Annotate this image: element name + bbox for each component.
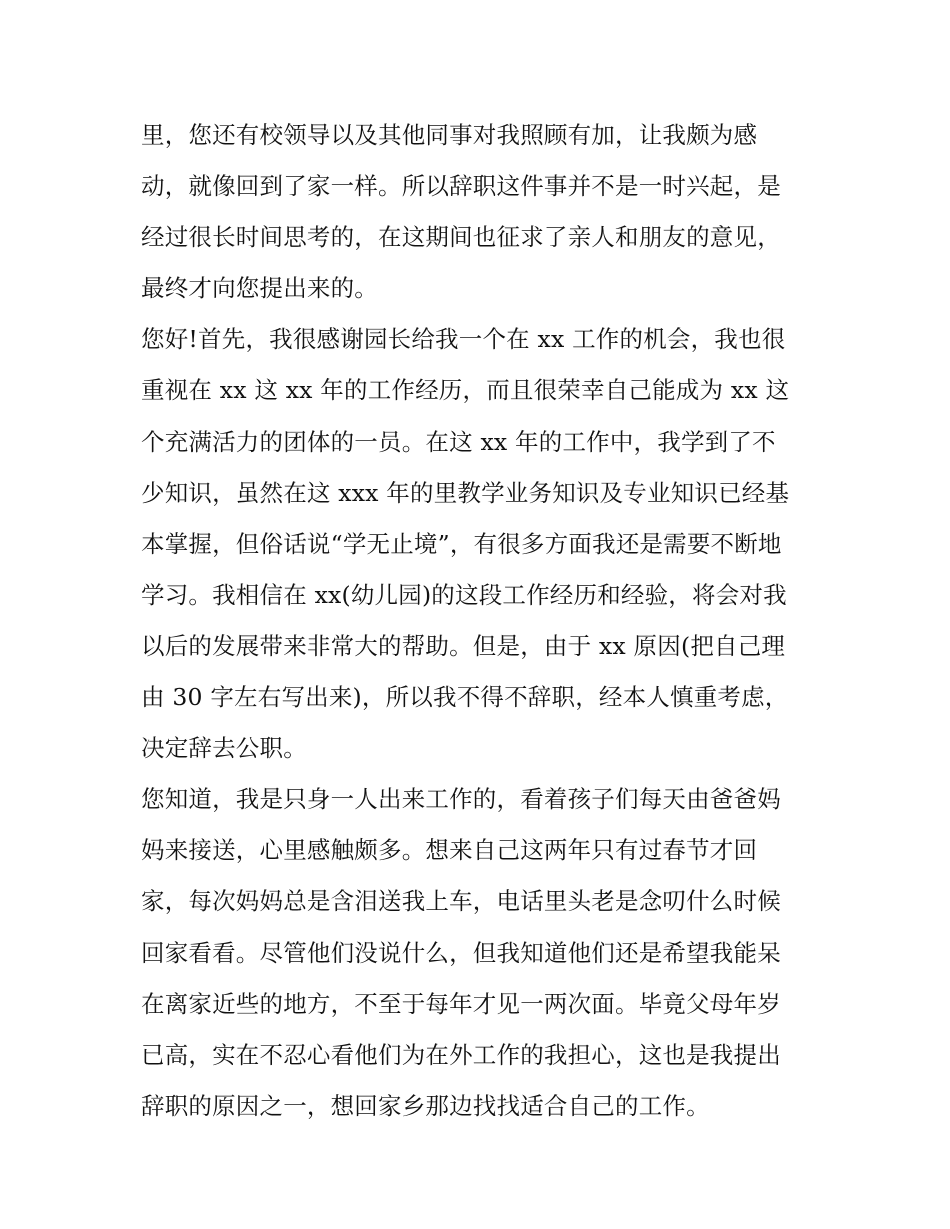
text-line: 最终才向您提出来的。	[141, 274, 378, 303]
body-text	[141, 110, 821, 1132]
text-line: 以后的发展带来非常大的帮助。但是，由于 xx 原因(把自己理	[141, 631, 786, 660]
text-line: 您好!首先，我很感谢园长给我一个在 xx 工作的机会，我也很	[141, 325, 786, 354]
text-line: 本掌握，但俗话说“学无止境”，有很多方面我还是需要不断地	[141, 529, 782, 558]
text-line: 里，您还有校领导以及其他同事对我照顾有加，让我颇为感	[141, 121, 758, 149]
text-line: 学习。我相信在 xx(幼儿园)的这段工作经历和经验，将会对我	[141, 580, 787, 609]
text-line: 决定辞去公职。	[141, 734, 307, 763]
text-line: 在离家近些的地方，不至于每年才见一两次面。毕竟父母年岁	[141, 989, 781, 1018]
text-line: 回家看看。尽管他们没说什么，但我知道他们还是希望我能呆	[141, 938, 781, 967]
text-line: 少知识，虽然在这 xxx 年的里教学业务知识及专业知识已经基	[141, 478, 790, 507]
paragraph	[141, 314, 821, 774]
text-line: 个充满活力的团体的一员。在这 xx 年的工作中，我学到了不	[141, 427, 776, 456]
text-line: 辞职的原因之一，想回家乡那边找找适合自己的工作。	[141, 1091, 710, 1120]
text-line: 您知道，我是只身一人出来工作的，看着孩子们每天由爸爸妈	[141, 785, 781, 814]
text-line: 家，每次妈妈总是含泪送我上车，电话里头老是念叨什么时候	[141, 887, 781, 916]
text-line: 重视在 xx 这 xx 年的工作经历，而且很荣幸自己能成为 xx 这	[141, 376, 790, 405]
text-line: 经过很长时间思考的，在这期间也征求了亲人和朋友的意见，	[141, 223, 781, 252]
paragraph	[141, 110, 821, 314]
text-line: 由 30 字左右写出来)，所以我不得不辞职，经本人慎重考虑，	[141, 683, 789, 712]
text-line: 动，就像回到了家一样。所以辞职这件事并不是一时兴起，是	[141, 172, 781, 201]
paragraph	[141, 774, 821, 1132]
text-line: 已高，实在不忍心看他们为在外工作的我担心，这也是我提出	[141, 1040, 781, 1069]
text-line: 妈来接送，心里感触颇多。想来自己这两年只有过春节才回	[141, 836, 758, 865]
